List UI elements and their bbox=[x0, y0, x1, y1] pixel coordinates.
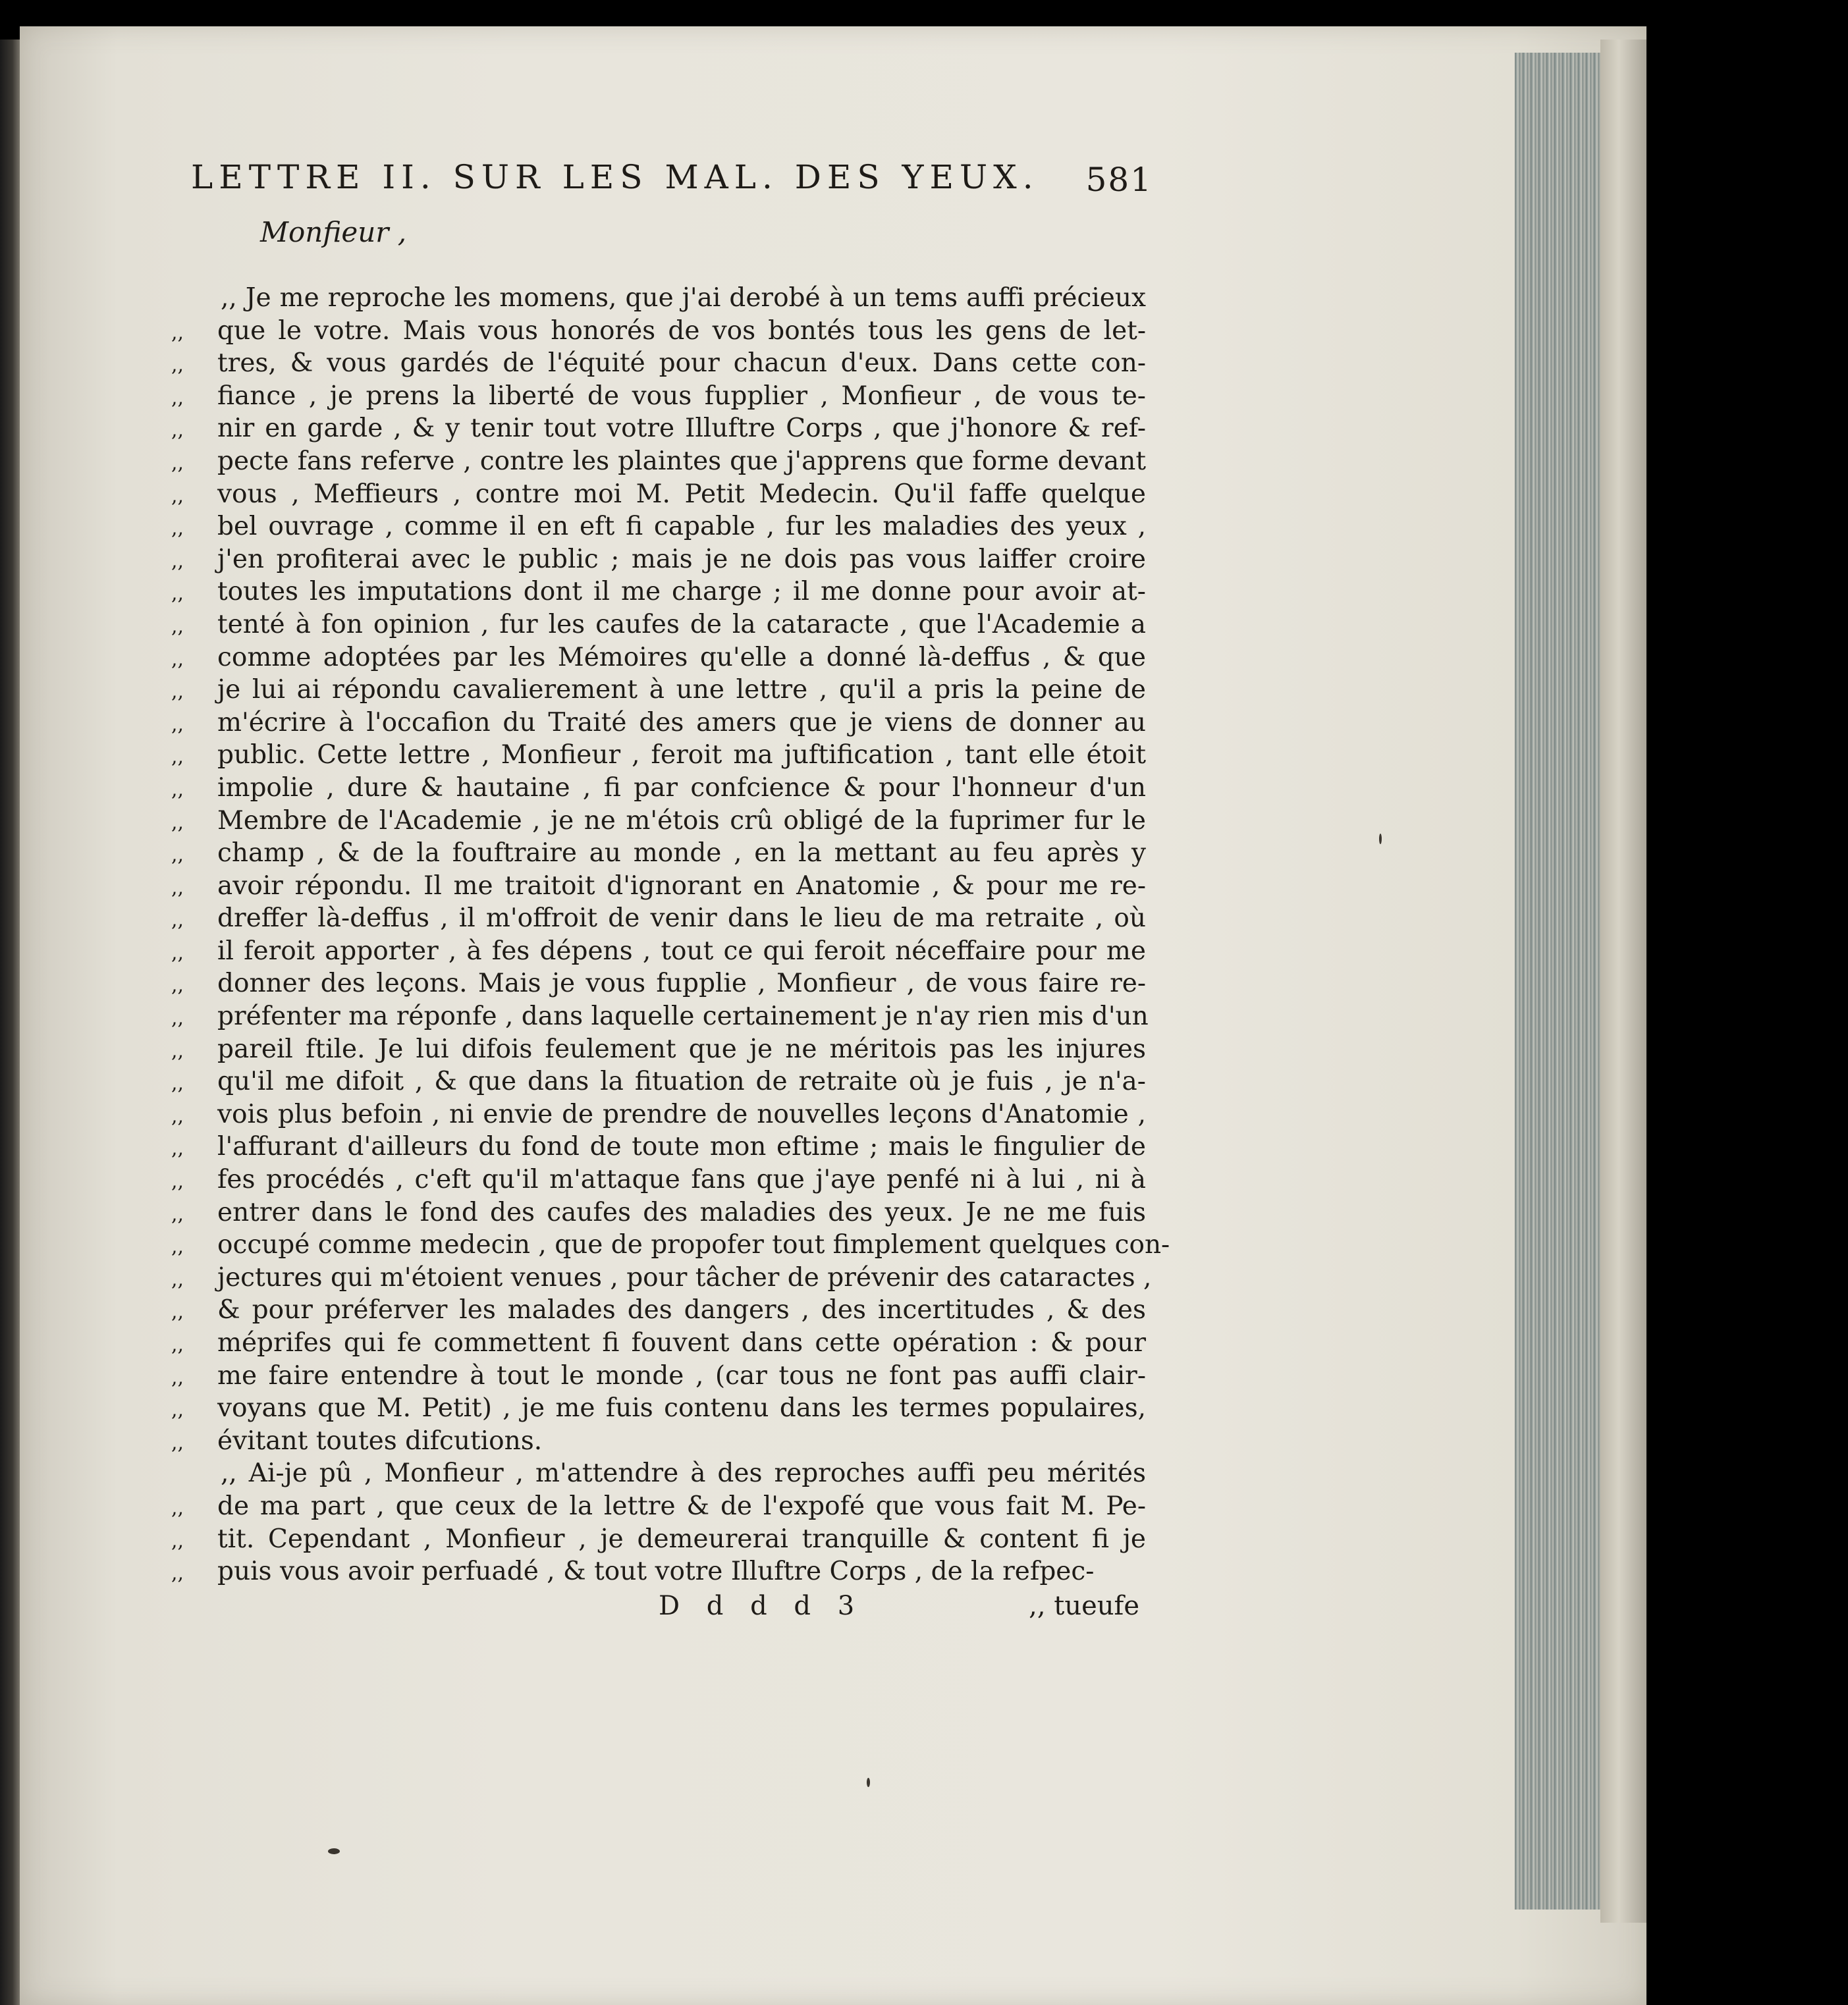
line-text: jectures qui m'étoient venues , pour tâcher de prévenir des cataractes , bbox=[217, 1262, 1152, 1293]
line-text: je lui ai répondu cavalierement à une lettre , qu'il a pris la peine de bbox=[217, 675, 1146, 705]
text-line bbox=[171, 1262, 1152, 1295]
quote-mark: ,, bbox=[171, 876, 184, 899]
line-text: public. Cette lettre , Monfieur , feroit ma juftification , tant elle étoit bbox=[217, 740, 1146, 770]
quote-mark: ,, bbox=[171, 354, 184, 377]
quote-mark: ,, bbox=[171, 1039, 184, 1063]
quote-mark: ,, bbox=[171, 582, 184, 606]
line-text: entrer dans le fond des caufes des maladies des yeux. Je ne me fuis bbox=[217, 1197, 1146, 1227]
text-line bbox=[171, 902, 1146, 935]
text-line bbox=[171, 1523, 1146, 1556]
text-line bbox=[171, 1098, 1146, 1131]
line-text: tres, & vous gardés de l'équité pour chacun d'eux. Dans cette con- bbox=[217, 348, 1146, 379]
quote-mark: ,, bbox=[171, 1268, 184, 1291]
line-text: vois plus befoin , ni envie de prendre de nouvelles leçons d'Anatomie , bbox=[217, 1099, 1146, 1129]
quote-mark: ,, bbox=[171, 1072, 184, 1096]
quote-mark: ,, bbox=[171, 451, 184, 475]
quote-mark: ,, bbox=[171, 1007, 184, 1030]
line-text: bel ouvrage , comme il en eft fi capable , fur les maladies des yeux , bbox=[217, 512, 1146, 542]
running-header bbox=[171, 158, 1153, 211]
quote-mark: ,, bbox=[171, 1529, 184, 1553]
text-line bbox=[171, 380, 1146, 413]
text-line bbox=[171, 641, 1146, 674]
quote-mark: ,, bbox=[171, 909, 184, 932]
quote-mark: ,, bbox=[171, 680, 184, 704]
line-text: il feroit apporter , à fes dépens , tout ce qui feroit néceffaire pour me bbox=[217, 936, 1146, 966]
quote-mark: ,, bbox=[171, 517, 184, 541]
text-line bbox=[171, 608, 1146, 641]
text-line bbox=[171, 1033, 1146, 1066]
line-text: évitant toutes difcutions. bbox=[217, 1426, 543, 1456]
text-line bbox=[171, 347, 1146, 380]
text-line bbox=[171, 510, 1146, 543]
text-line bbox=[171, 543, 1146, 576]
line-text: préfenter ma réponfe , dans laquelle certainement je n'ay rien mis d'un bbox=[217, 1002, 1149, 1032]
paragraph-2 bbox=[171, 1457, 1146, 1588]
text-line bbox=[171, 707, 1146, 739]
text-line bbox=[171, 1490, 1146, 1523]
text-line bbox=[171, 837, 1146, 870]
line-text: occupé comme medecin , que de propofer tout fimplement quelques con- bbox=[217, 1230, 1170, 1260]
catchword: ,, tueufe bbox=[1029, 1590, 1139, 1621]
text-line bbox=[171, 1294, 1146, 1327]
text-line bbox=[171, 870, 1146, 903]
text-line bbox=[171, 1163, 1146, 1196]
text-line bbox=[171, 412, 1146, 445]
text-line bbox=[171, 315, 1146, 348]
line-text: avoir répondu. Il me traitoit d'ignorant en Anatomie , & pour me re- bbox=[217, 870, 1146, 901]
line-text: l'affurant d'ailleurs du fond de toute mon eftime ; mais le fingulier de bbox=[217, 1132, 1146, 1162]
line-text: tit. Cependant , Monfieur , je demeurerai tranquille & content fi je bbox=[217, 1524, 1146, 1554]
text-line bbox=[171, 1327, 1146, 1360]
text-line bbox=[171, 1425, 1146, 1458]
quote-mark: ,, bbox=[171, 321, 184, 344]
line-text: puis vous avoir perfuadé , & tout votre Illuftre Corps , de la refpec- bbox=[217, 1557, 1095, 1587]
paper-speck bbox=[328, 1848, 340, 1854]
text-line bbox=[171, 739, 1146, 772]
paper-speck bbox=[867, 1778, 870, 1787]
text-line bbox=[171, 1457, 1146, 1490]
line-text: méprifes qui fe commettent fi fouvent dans cette opération : & pour bbox=[217, 1328, 1146, 1358]
quote-mark: ,, bbox=[171, 974, 184, 998]
text-line bbox=[171, 1131, 1146, 1163]
quote-mark: ,, bbox=[171, 419, 184, 442]
text-line bbox=[171, 1555, 1146, 1588]
text-line bbox=[171, 575, 1146, 608]
quote-mark: ,, bbox=[171, 1202, 184, 1226]
page-number: 581 bbox=[1085, 161, 1153, 199]
text-line bbox=[171, 1000, 1149, 1033]
line-text: nir en garde , & y tenir tout votre Illuftre Corps , que j'honore & ref- bbox=[217, 414, 1146, 444]
line-text: me faire entendre à tout le monde , (car tous ne font pas auffi clair- bbox=[217, 1360, 1146, 1391]
line-text: vous , Meffieurs , contre moi M. Petit Medecin. Qu'il faffe quelque bbox=[217, 479, 1146, 509]
line-text: comme adoptées par les Mémoires qu'elle a donné là-deffus , & que bbox=[217, 642, 1146, 672]
text-line bbox=[171, 1229, 1170, 1262]
text-line bbox=[171, 1392, 1146, 1425]
text-line bbox=[171, 772, 1146, 805]
line-text: impolie , dure & hautaine , fi par confcience & pour l'honneur d'un bbox=[217, 772, 1146, 803]
line-text: donner des leçons. Mais je vous fupplie , Monfieur , de vous faire re- bbox=[217, 969, 1146, 999]
line-text: & pour préferver les malades des dangers , des incertitudes , & des bbox=[217, 1295, 1146, 1325]
quote-mark: ,, bbox=[171, 549, 184, 573]
line-text: fes procédés , c'eft qu'il m'attaque fans que j'aye penfé ni à lui , ni à bbox=[217, 1165, 1146, 1195]
line-text: tenté à fon opinion , fur les caufes de la cataracte , que l'Academie a bbox=[217, 609, 1146, 639]
text-line bbox=[171, 805, 1146, 838]
quote-mark: ,, bbox=[171, 1104, 184, 1128]
text-line bbox=[171, 478, 1146, 511]
quote-mark: ,, bbox=[171, 1137, 184, 1161]
quote-mark: ,, bbox=[171, 1235, 184, 1259]
line-text: toutes les imputations dont il me charge ; il me donne pour avoir at- bbox=[217, 577, 1146, 607]
line-text: pareil ftile. Je lui difois feulement que je ne méritois pas les injures bbox=[217, 1034, 1146, 1064]
quote-mark: ,, bbox=[171, 1496, 184, 1520]
line-text: champ , & de la fouftraire au monde , en la mettant au feu après y bbox=[217, 838, 1146, 869]
running-title: LETTRE II. SUR LES MAL. DES YEUX. bbox=[191, 158, 1039, 196]
line-text: Membre de l'Academie , je ne m'étois crû obligé de la fuprimer fur le bbox=[217, 805, 1146, 836]
text-line bbox=[171, 1360, 1146, 1393]
line-text: voyans que M. Petit) , je me fuis contenu dans les termes populaires, bbox=[217, 1393, 1146, 1424]
quote-mark: ,, bbox=[171, 1366, 184, 1389]
text-line bbox=[171, 445, 1146, 478]
quote-mark: ,, bbox=[171, 484, 184, 508]
text-line bbox=[171, 1065, 1146, 1098]
line-text: ,, Ai-je pû , Monfieur , m'attendre à des reproches auffi peu mérités bbox=[221, 1458, 1146, 1489]
quote-mark: ,, bbox=[171, 843, 184, 867]
line-text: que le votre. Mais vous honorés de vos bontés tous les gens de let- bbox=[217, 315, 1146, 346]
line-text: qu'il me difoit , & que dans la fituation de retraite où je fuis , je n'a- bbox=[217, 1067, 1146, 1097]
line-text: fiance , je prens la liberté de vous fupplier , Monfieur , de vous te- bbox=[217, 381, 1146, 411]
quote-mark: ,, bbox=[171, 614, 184, 638]
quote-mark: ,, bbox=[171, 712, 184, 736]
text-line bbox=[171, 967, 1146, 1000]
signature-mark: D d d d 3 bbox=[659, 1590, 864, 1621]
salutation: Monfieur , bbox=[260, 216, 407, 248]
quote-mark: ,, bbox=[171, 941, 184, 965]
text-line bbox=[171, 935, 1146, 968]
quote-mark: ,, bbox=[171, 1333, 184, 1356]
line-text: j'en profiterai avec le public ; mais je ne dois pas vous laiffer croire bbox=[217, 544, 1146, 574]
text-line bbox=[171, 674, 1146, 707]
line-text: ,, Je me reproche les momens, que j'ai derobé à un tems auffi précieux bbox=[221, 283, 1146, 313]
quote-mark: ,, bbox=[171, 647, 184, 671]
text-line bbox=[171, 1196, 1146, 1229]
quote-mark: ,, bbox=[171, 1562, 184, 1586]
page-fore-edge bbox=[1515, 53, 1600, 1910]
text-block bbox=[171, 158, 1170, 1630]
quote-mark: ,, bbox=[171, 1170, 184, 1194]
quote-mark: ,, bbox=[171, 1431, 184, 1455]
book-cover-edge bbox=[1600, 40, 1646, 1923]
quote-mark: ,, bbox=[171, 1399, 184, 1422]
page-footer bbox=[171, 1591, 1146, 1630]
line-text: dreffer là-deffus , il m'offroit de venir dans le lieu de ma retraite , où bbox=[217, 903, 1146, 934]
line-text: m'écrire à l'occafion du Traité des amers que je viens de donner au bbox=[217, 707, 1146, 737]
paper-speck bbox=[1379, 834, 1382, 844]
line-text: de ma part , que ceux de la lettre & de l'expofé que vous fait M. Pe- bbox=[217, 1491, 1146, 1521]
quote-mark: ,, bbox=[171, 811, 184, 834]
line-text: pecte fans referve , contre les plaintes que j'apprens que forme devant bbox=[217, 446, 1146, 476]
quote-mark: ,, bbox=[171, 1300, 184, 1324]
quote-mark: ,, bbox=[171, 745, 184, 769]
quote-mark: ,, bbox=[171, 778, 184, 801]
quote-mark: ,, bbox=[171, 386, 184, 410]
paragraph-1 bbox=[171, 282, 1170, 1457]
text-line bbox=[171, 282, 1146, 315]
